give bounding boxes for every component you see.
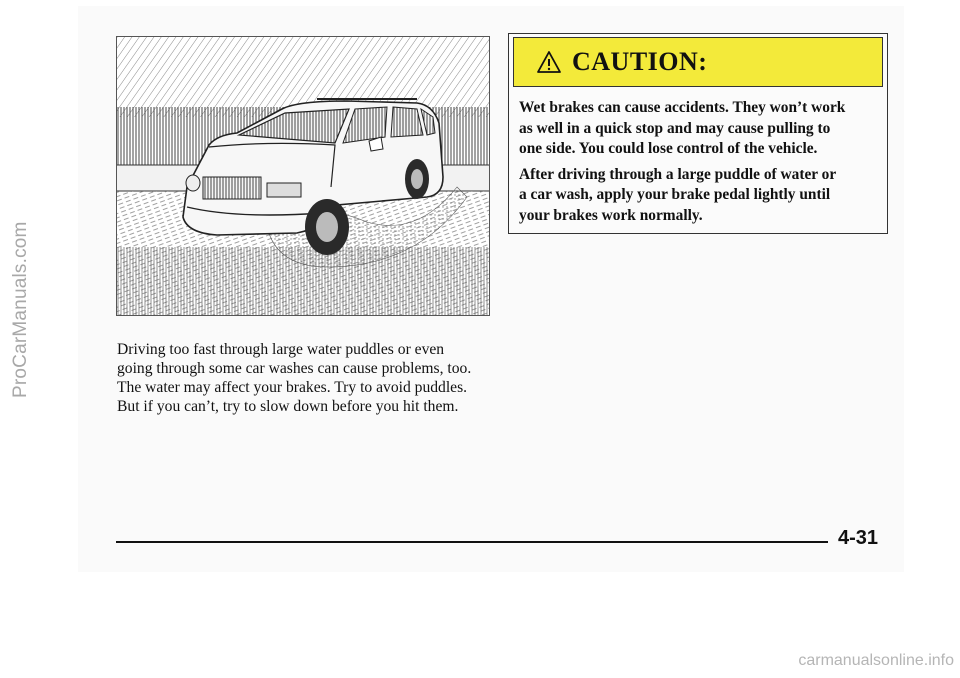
caution-title: CAUTION:: [572, 47, 708, 76]
caution-paragraph: [519, 165, 879, 227]
caution-body: [519, 98, 879, 231]
caution-box: [508, 33, 888, 234]
body-line: The water may affect your brakes. Try to avoid puddles.: [117, 379, 468, 396]
caution-header: [513, 37, 883, 87]
footer-rule: [116, 541, 828, 543]
grille: [203, 177, 261, 199]
bottom-watermark: carmanualsonline.info: [798, 652, 954, 669]
caution-line: your brakes work normally.: [519, 206, 703, 224]
headlight: [267, 183, 301, 197]
body-line: going through some car washes can cause problems, too.: [117, 360, 472, 377]
body-line: But if you can’t, try to slow down before you hit them.: [117, 398, 459, 415]
caution-line: After driving through a large puddle of water or: [519, 165, 837, 183]
caution-line: one side. You could lose control of the vehicle.: [519, 140, 818, 157]
body-line: Driving too fast through large water puddles or even: [117, 341, 445, 358]
caution-line: a car wash, apply your brake pedal lightly until: [519, 186, 831, 203]
vehicle-drawing: [117, 37, 489, 315]
warning-triangle-icon: [536, 50, 562, 74]
caution-line: Wet brakes can cause accidents. They won’t work: [519, 99, 846, 116]
side-watermark: ProCarManuals.com: [10, 221, 31, 399]
body-paragraph: [117, 340, 493, 416]
caution-line: as well in a quick stop and may cause pulling to: [519, 119, 831, 137]
vehicle-puddle-illustration: [116, 36, 490, 316]
caution-paragraph: [519, 98, 879, 160]
page-number: 4-31: [838, 527, 879, 549]
